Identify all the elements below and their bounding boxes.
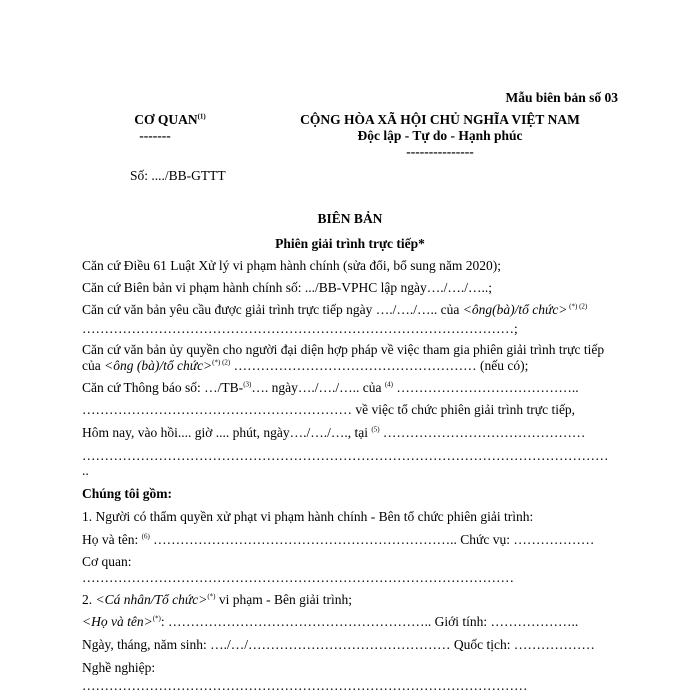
basis-line-5: Căn cứ văn bản ủy quyền cho người đại diện hợp pháp về việc tham gia phiên giải trình trực tiếp (82, 342, 605, 357)
basis-line-6: của <ông (bà)/tổ chức>$^{(*) (2)}$ ……………………………………………… (nếu có); (82, 358, 529, 373)
party-1-name-line: Họ và tên: $^{(6)}$ ………………………………………………………….. Chức vụ: ……………… (82, 532, 595, 547)
agency-label: CƠ QUAN$^{(1)}$ (134, 112, 206, 127)
form-code: Mẫu biên bản số 03 (505, 90, 618, 105)
basis-line-9: Hôm nay, vào hồi.... giờ .... phút, ngày…./…./…., tại $^{(5)}$ ……………………………………… (82, 425, 586, 440)
republic-title: CỘNG HÒA XÃ HỘI CHỦ NGHĨA VIỆT NAM (300, 112, 580, 127)
basis-line-3: Căn cứ văn bản yêu cầu được giải trình trực tiếp ngày …./…./….. của <ông(bà)/tổ chức> $^{(*) (2)}$ (82, 302, 588, 317)
party-1-agency-dots: …………………………………………………………………………………… (82, 570, 514, 585)
party-1-heading: 1. Người có thẩm quyền xử phạt vi phạm hành chính - Bên tổ chức phiên giải trình: (82, 509, 534, 524)
party-2-dob-line: Ngày, tháng, năm sinh: …./…/……………………………………… Quốc tịch: ……………… (82, 637, 595, 652)
doc-title: BIÊN BẢN (317, 211, 383, 226)
basis-line-11: .. (82, 463, 89, 478)
section-title: Chúng tôi gồm: (82, 486, 173, 501)
basis-line-4: ……………………………………………………………………………………; (82, 321, 518, 336)
republic-motto: Độc lập - Tự do - Hạnh phúc (357, 128, 523, 143)
doc-subtitle: Phiên giải trình trực tiếp* (275, 236, 425, 251)
basis-line-2: Căn cứ Biên bản vi phạm hành chính số: .../BB-VPHC lập ngày…./…./…..; (82, 280, 493, 295)
party-2-heading: 2. <Cá nhân/Tổ chức>(*) vi phạm - Bên giải trình; (82, 592, 352, 607)
party-2-job-label: Nghề nghiệp: (82, 660, 156, 675)
party-2-name-line: <Họ và tên>(*): ………………………………………………….. Giới tính: ……………….. (82, 614, 579, 629)
basis-line-8: …………………………………………………… về việc tổ chức phiên giải trình trực tiếp, (82, 402, 576, 417)
agency-dash: ------- (139, 128, 171, 143)
basis-line-10: ……………………………………………………………………………………………………… (82, 448, 609, 463)
party-2-job-dots: ……………………………………………………………………………………… (82, 678, 528, 693)
republic-dash: --------------- (406, 144, 474, 159)
doc-number: Số: ..../BB-GTTT (130, 168, 226, 183)
basis-line-1: Căn cứ Điều 61 Luật Xử lý vi phạm hành chính (sửa đổi, bổ sung năm 2020); (82, 258, 502, 273)
basis-line-7: Căn cứ Thông báo số: …/TB-$^{(3)}$…. ngày…./…./….. của $^{(4)}$ ………………………………….. (82, 380, 579, 395)
party-1-agency-label: Cơ quan: (82, 554, 132, 569)
